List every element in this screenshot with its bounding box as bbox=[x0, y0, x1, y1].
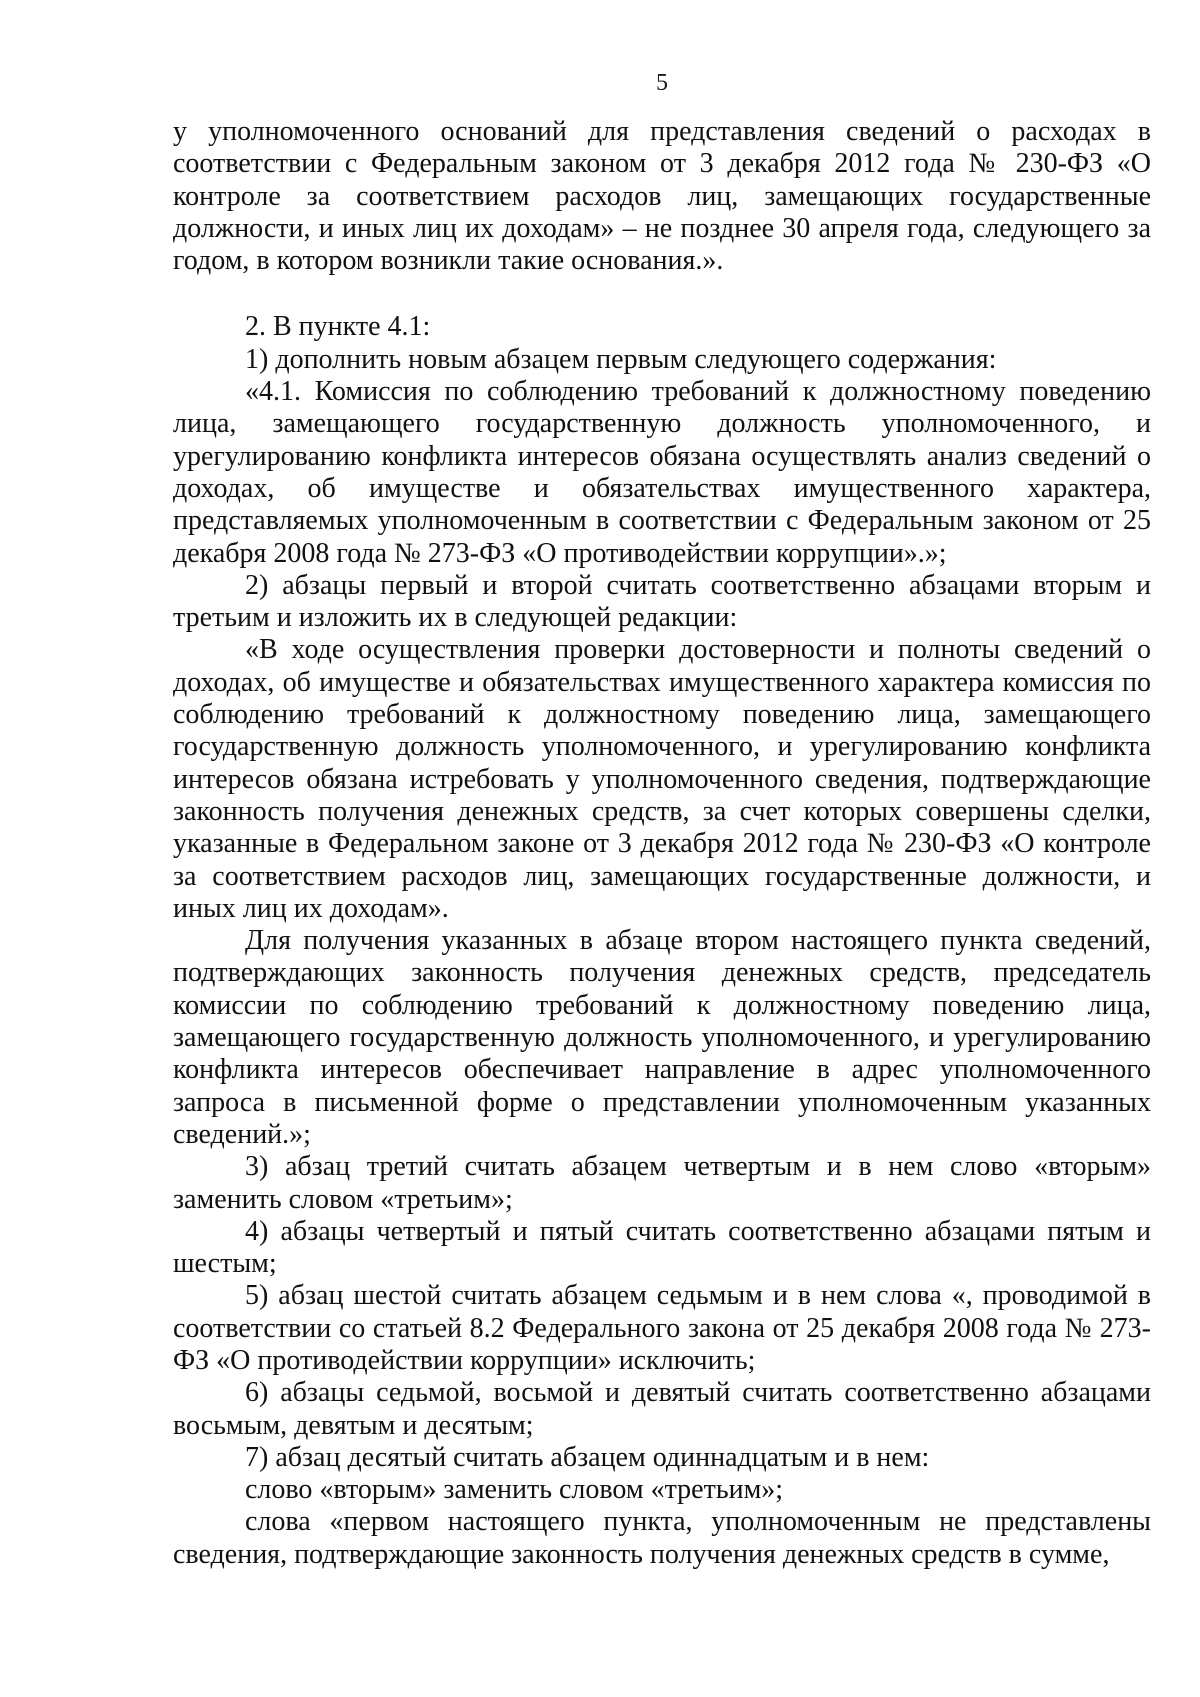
paragraph-quote-verification: «В ходе осуществления проверки достоверности и полноты сведений о доходах, об имуществе и обязательствах имущественного характера комиссия по соблюдению требований к должностному поведению лица, замещающего государственную должность уполномоченного, и урегулированию конфликта интересов обязана истребовать у уполномоченного сведения, подтверждающие законность получения денежных средств, за счет которых совершены сделки, указанные в Федеральном законе от 3 декабря 2012 года № 230-ФЗ «О контроле за соответствием расходов лиц, замещающих государственные должности, и иных лиц их доходам». bbox=[173, 634, 1151, 924]
paragraph-subitem-7-words: слова «первом настоящего пункта, уполномоченным не представлены сведения, подтверждающие законность получения денежных средств в сумме, bbox=[173, 1506, 1151, 1570]
paragraph-item-2-heading: 2. В пункте 4.1: bbox=[245, 311, 431, 343]
paragraph-subitem-1: 1) дополнить новым абзацем первым следующего содержания: bbox=[245, 343, 997, 375]
paragraph-quote-4-1: «4.1. Комиссия по соблюдению требований к должностному поведению лица, замещающего государственную должность уполномоченного, и урегулированию конфликта интересов обязана осуществлять анализ сведений о доходах, об имуществе и обязательствах имущественного характера, представляемых уполномоченным в соответствии с Федеральным законом от 25 декабря 2008 года № 273-ФЗ «О противодействии коррупции».»; bbox=[173, 376, 1151, 569]
page-number: 5 bbox=[656, 70, 668, 96]
paragraph-subitem-3: 3) абзац третий считать абзацем четвертым и в нем слово «вторым» заменить словом «третьим»; bbox=[173, 1151, 1151, 1215]
paragraph-spacer bbox=[173, 277, 1151, 311]
paragraph-continuation: у уполномоченного оснований для представления сведений о расходах в соответствии с Федеральным законом от 3 декабря 2012 года № 230-ФЗ «О контроле за соответствием расходов лиц, замещающих государственные должности, и иных лиц их доходам» – не позднее 30 апреля года, следующего за годом, в котором возникли такие основания.». bbox=[173, 116, 1151, 277]
paragraph-subitem-5: 5) абзац шестой считать абзацем седьмым и в нем слова «, проводимой в соответствии со статьей 8.2 Федерального закона от 25 декабря 2008 года № 273-ФЗ «О противодействии коррупции» исключить; bbox=[173, 1280, 1151, 1376]
paragraph-subitem-7: 7) абзац десятый считать абзацем одиннадцатым и в нем: bbox=[245, 1441, 930, 1473]
document-body bbox=[173, 116, 1151, 1571]
paragraph-quote-request: Для получения указанных в абзаце втором настоящего пункта сведений, подтверждающих законность получения денежных средств, председатель комиссии по соблюдению требований к должностному поведению лица, замещающего государственную должность уполномоченного, и урегулированию конфликта интересов обеспечивает направление в адрес уполномоченного запроса в письменной форме о представлении уполномоченным указанных сведений.»; bbox=[173, 925, 1151, 1150]
paragraph-subitem-7-word: слово «вторым» заменить словом «третьим»; bbox=[245, 1474, 784, 1506]
paragraph-subitem-2: 2) абзацы первый и второй считать соответственно абзацами вторым и третьим и изложить их в следующей редакции: bbox=[173, 569, 1151, 634]
paragraph-subitem-4: 4) абзацы четвертый и пятый считать соответственно абзацами пятым и шестым; bbox=[173, 1215, 1151, 1280]
paragraph-subitem-6: 6) абзацы седьмой, восьмой и девятый считать соответственно абзацами восьмым, девятым и десятым; bbox=[173, 1377, 1151, 1441]
